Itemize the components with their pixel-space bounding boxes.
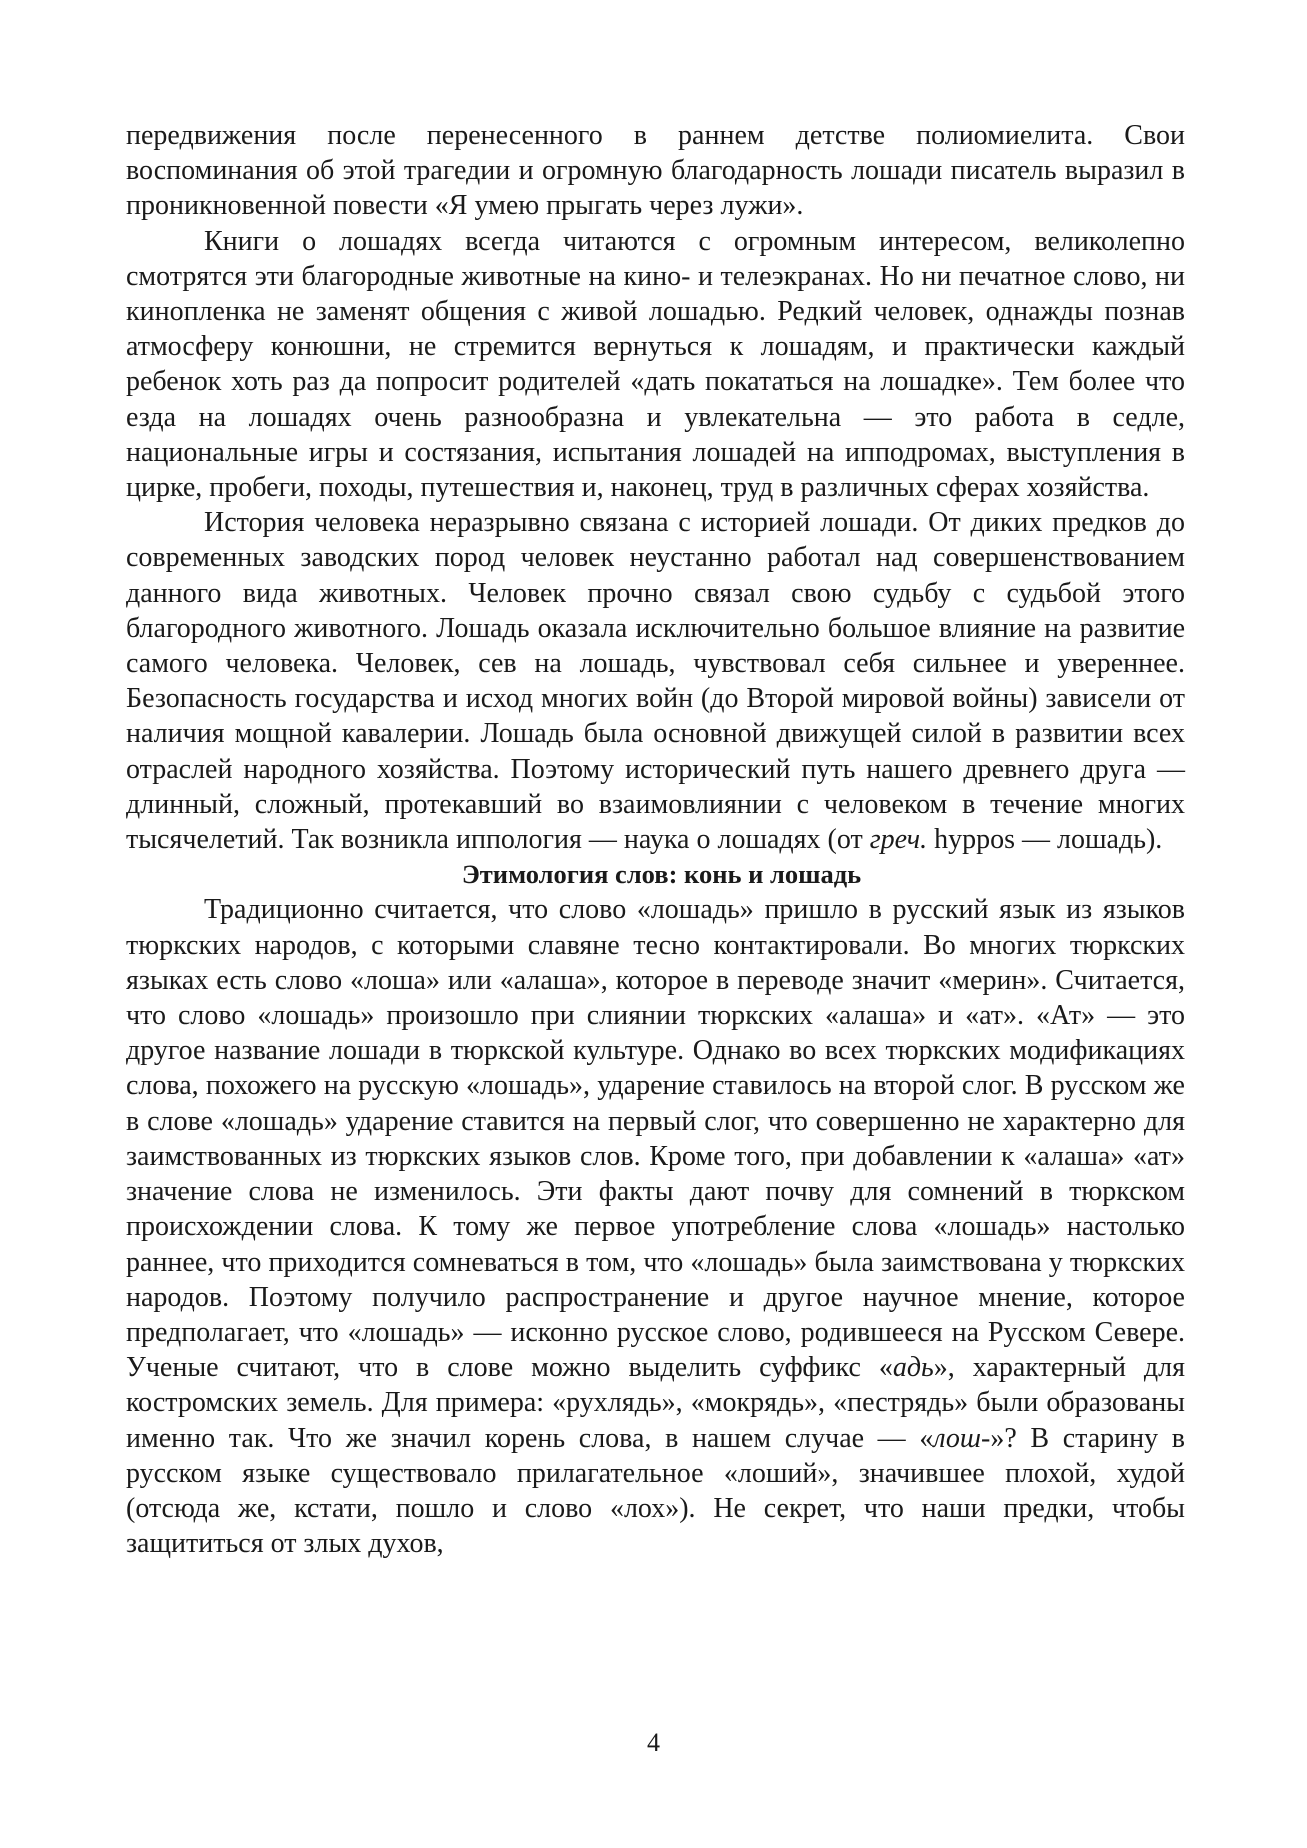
paragraph-text: », характерный для костромских земель. Для примера: «рухлядь», «мокрядь», «пестрядь» были образованы именно так. Что же значил корень слова, в нашем случае — « [126,1352,1185,1454]
section-heading: Этимология слов: конь и лошадь [461,859,862,890]
page-body [126,118,1185,1561]
paragraph-text: История человека неразрывно связана с историей лошади. От диких предков до современных заводских пород человек неустанно работал над совершенствованием данного вида животных. Человек прочно связал свою судьбу с судьбой этого благородного животного. Лошадь оказала исключительно большое влияние на развитие самого человека. Человек, сев на лошадь, чувствовал себя сильнее и увереннее. Безопасность государства и исход многих войн (до Второй мировой войны) зависели от наличия мощной кавалерии. Лошадь была основной движущей силой в развитии всех отраслей народного хозяйства. Поэтому исторический путь нашего древнего друга — длинный, сложный, протекавший во взаимовлиянии с человеком в течение многих тысячелетий. Так возникла иппология — наука о лошадях (от [126,507,1185,856]
italic-suffix: адь [892,1352,934,1384]
page-number: 4 [647,1728,660,1757]
paragraph-text: »? В старину в русском языке существовало прилагательное «лоший», значившее плохой, худой (отсюда же, кстати, пошло и слово «лох»). Не секрет, что наши предки, чтобы защититься от злых духов, [126,1422,1185,1560]
paragraph-intro-continuation: передвижения после перенесенного в раннем детстве полиомиелита. Свои воспоминания об этой трагедии и огромную благодарность лошади писатель выразил в проникновенной повести «Я умею прыгать через лужи». [126,120,1185,222]
italic-abbreviation: греч. [869,824,928,856]
italic-root: лош- [933,1422,991,1454]
paragraph-books-about-horses: Книги о лошадях всегда читаются с огромным интересом, великолепно смотрятся эти благородные животные на кино- и телеэкранах. Но ни печатное слово, ни кинопленка не заменят общения с живой лошадью. Редкий человек, однажды познав атмосферу конюшни, не стремится вернуться к лошадям, и практически каждый ребенок хоть раз да попросит родителей «дать покататься на лошадке». Тем более что езда на лошадях очень разнообразна и увлекательна — это работа в седле, национальные игры и состязания, испытания лошадей на ипподромах, выступления в цирке, пробеги, походы, путешествия и, наконец, труд в различных сферах хозяйства. [126,225,1185,504]
paragraph-history-of-man-and-horse [126,505,1185,857]
paragraph-etymology [126,892,1185,1561]
section-heading-wrapper [126,857,1185,892]
paragraph-text: hyppos — лошадь). [927,824,1163,856]
paragraph-text: Традиционно считается, что слово «лошадь» пришло в русский язык из языков тюркских народов, с которыми славяне тесно контактировали. Во многих тюркских языках есть слово «лоша» или «алаша», которое в переводе значит «мерин». Считается, что слово «лошадь» произошло при слиянии тюркских «алаша» и «ат». «Ат» — это другое название лошади в тюркской культуре. Однако во всех тюркских модификациях слова, похожего на русскую «лошадь», ударение ставилось на второй слог. В русском же в слове «лошадь» ударение ставится на первый слог, что совершенно не характерно для заимствованных из тюркских языков слов. Кроме того, при добавлении к «алаша» «ат» значение слова не изменилось. Эти факты дают почву для сомнений в тюркском происхождении слова. К тому же первое употребление слова «лошадь» настолько раннее, что приходится сомневаться в том, что «лошадь» была заимствована у тюркских народов. Поэтому получило распространение и другое научное мнение, которое предполагает, что «лошадь» — исконно русское слово, родившееся на Русском Севере. Ученые считают, что в слове можно выделить суффикс « [126,894,1185,1384]
